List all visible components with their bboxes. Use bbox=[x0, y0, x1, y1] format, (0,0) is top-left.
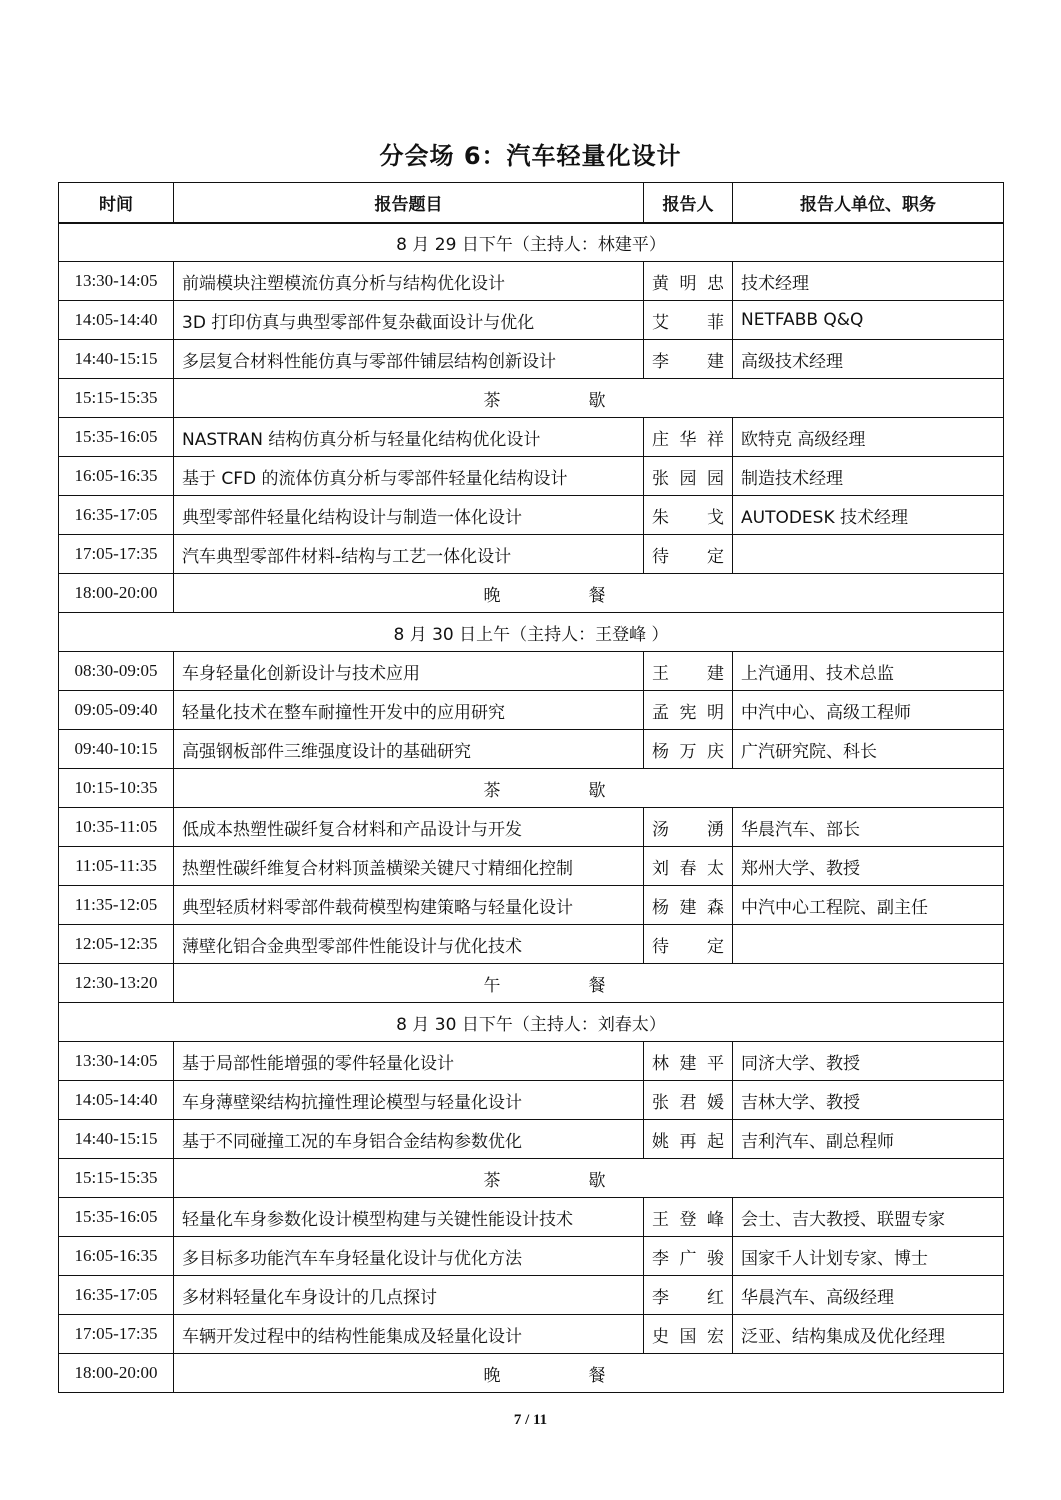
time-cell: 18:00-20:00 bbox=[59, 1354, 174, 1393]
speaker-cell: 林建平 bbox=[644, 1042, 733, 1081]
break-label: 茶歇 bbox=[174, 379, 1004, 418]
unit-cell: 上汽通用、技术总监 bbox=[733, 652, 1004, 691]
topic-cell: 基于不同碰撞工况的车身铝合金结构参数优化 bbox=[174, 1120, 644, 1159]
topic-cell: NASTRAN 结构仿真分析与轻量化结构优化设计 bbox=[174, 418, 644, 457]
speaker-cell: 庄华祥 bbox=[644, 418, 733, 457]
table-row bbox=[59, 1042, 1004, 1081]
break-row bbox=[59, 1159, 1004, 1198]
unit-cell: 广汽研究院、科长 bbox=[733, 730, 1004, 769]
speaker-cell: 王登峰 bbox=[644, 1198, 733, 1237]
table-row bbox=[59, 1198, 1004, 1237]
break-row bbox=[59, 769, 1004, 808]
unit-cell: AUTODESK 技术经理 bbox=[733, 496, 1004, 535]
session-header-row bbox=[59, 223, 1004, 262]
session-header-row bbox=[59, 1003, 1004, 1042]
time-cell: 10:15-10:35 bbox=[59, 769, 174, 808]
table-row bbox=[59, 301, 1004, 340]
time-cell: 16:05-16:35 bbox=[59, 457, 174, 496]
time-cell: 18:00-20:00 bbox=[59, 574, 174, 613]
time-cell: 13:30-14:05 bbox=[59, 262, 174, 301]
speaker-cell: 李广骏 bbox=[644, 1237, 733, 1276]
table-row bbox=[59, 457, 1004, 496]
table-row bbox=[59, 652, 1004, 691]
topic-cell: 前端模块注塑模流仿真分析与结构优化设计 bbox=[174, 262, 644, 301]
table-row bbox=[59, 925, 1004, 964]
unit-cell: 会士、吉大教授、联盟专家 bbox=[733, 1198, 1004, 1237]
speaker-cell: 史国宏 bbox=[644, 1315, 733, 1354]
time-cell: 14:05-14:40 bbox=[59, 301, 174, 340]
time-cell: 11:05-11:35 bbox=[59, 847, 174, 886]
break-label: 茶歇 bbox=[174, 769, 1004, 808]
unit-cell: 华晨汽车、部长 bbox=[733, 808, 1004, 847]
unit-cell: 吉林大学、教授 bbox=[733, 1081, 1004, 1120]
speaker-cell: 汤 湧 bbox=[644, 808, 733, 847]
unit-cell: 国家千人计划专家、博士 bbox=[733, 1237, 1004, 1276]
time-cell: 17:05-17:35 bbox=[59, 1315, 174, 1354]
time-cell: 17:05-17:35 bbox=[59, 535, 174, 574]
time-cell: 15:15-15:35 bbox=[59, 379, 174, 418]
unit-cell: 欧特克 高级经理 bbox=[733, 418, 1004, 457]
schedule-body bbox=[59, 223, 1004, 1393]
unit-cell: 制造技术经理 bbox=[733, 457, 1004, 496]
session-label: 8 月 30 日上午（主持人：王登峰 ） bbox=[59, 613, 1004, 652]
time-cell: 09:05-09:40 bbox=[59, 691, 174, 730]
table-row bbox=[59, 1120, 1004, 1159]
unit-cell bbox=[733, 925, 1004, 964]
speaker-cell: 杨建森 bbox=[644, 886, 733, 925]
header-unit: 报告人单位、职务 bbox=[733, 183, 1004, 223]
time-cell: 12:30-13:20 bbox=[59, 964, 174, 1003]
table-header-row bbox=[59, 183, 1004, 223]
speaker-cell: 张园园 bbox=[644, 457, 733, 496]
break-label: 茶歇 bbox=[174, 1159, 1004, 1198]
table-row bbox=[59, 262, 1004, 301]
time-cell: 12:05-12:35 bbox=[59, 925, 174, 964]
header-topic: 报告题目 bbox=[174, 183, 644, 223]
unit-cell: 华晨汽车、高级经理 bbox=[733, 1276, 1004, 1315]
speaker-cell: 张君媛 bbox=[644, 1081, 733, 1120]
time-cell: 13:30-14:05 bbox=[59, 1042, 174, 1081]
speaker-cell: 朱 戈 bbox=[644, 496, 733, 535]
table-row bbox=[59, 340, 1004, 379]
time-cell: 09:40-10:15 bbox=[59, 730, 174, 769]
table-row bbox=[59, 1237, 1004, 1276]
header-speaker: 报告人 bbox=[644, 183, 733, 223]
table-row bbox=[59, 1081, 1004, 1120]
speaker-cell: 刘春太 bbox=[644, 847, 733, 886]
speaker-cell: 黄明忠 bbox=[644, 262, 733, 301]
topic-cell: 低成本热塑性碳纤复合材料和产品设计与开发 bbox=[174, 808, 644, 847]
time-cell: 16:05-16:35 bbox=[59, 1237, 174, 1276]
speaker-cell: 孟宪明 bbox=[644, 691, 733, 730]
time-cell: 11:35-12:05 bbox=[59, 886, 174, 925]
table-row bbox=[59, 808, 1004, 847]
table-row bbox=[59, 886, 1004, 925]
unit-cell: 中汽中心工程院、副主任 bbox=[733, 886, 1004, 925]
page-title: 分会场 6：汽车轻量化设计 bbox=[379, 142, 682, 170]
topic-cell: 车辆开发过程中的结构性能集成及轻量化设计 bbox=[174, 1315, 644, 1354]
topic-cell: 薄壁化铝合金典型零部件性能设计与优化技术 bbox=[174, 925, 644, 964]
unit-cell: 吉利汽车、副总程师 bbox=[733, 1120, 1004, 1159]
unit-cell: 技术经理 bbox=[733, 262, 1004, 301]
unit-cell: NETFABB Q&Q bbox=[733, 301, 1004, 340]
speaker-cell: 李 建 bbox=[644, 340, 733, 379]
time-cell: 08:30-09:05 bbox=[59, 652, 174, 691]
unit-cell: 泛亚、结构集成及优化经理 bbox=[733, 1315, 1004, 1354]
break-row bbox=[59, 574, 1004, 613]
time-cell: 10:35-11:05 bbox=[59, 808, 174, 847]
table-row bbox=[59, 847, 1004, 886]
topic-cell: 车身薄壁梁结构抗撞性理论模型与轻量化设计 bbox=[174, 1081, 644, 1120]
topic-cell: 轻量化技术在整车耐撞性开发中的应用研究 bbox=[174, 691, 644, 730]
topic-cell: 高强钢板部件三维强度设计的基础研究 bbox=[174, 730, 644, 769]
speaker-cell: 李 红 bbox=[644, 1276, 733, 1315]
session-label: 8 月 30 日下午（主持人：刘春太） bbox=[59, 1003, 1004, 1042]
unit-cell: 同济大学、教授 bbox=[733, 1042, 1004, 1081]
speaker-cell: 姚再起 bbox=[644, 1120, 733, 1159]
topic-cell: 热塑性碳纤维复合材料顶盖横梁关键尺寸精细化控制 bbox=[174, 847, 644, 886]
unit-cell bbox=[733, 535, 1004, 574]
session-label: 8 月 29 日下午（主持人：林建平） bbox=[59, 223, 1004, 262]
topic-cell: 典型轻质材料零部件载荷模型构建策略与轻量化设计 bbox=[174, 886, 644, 925]
time-cell: 14:05-14:40 bbox=[59, 1081, 174, 1120]
table-row bbox=[59, 418, 1004, 457]
topic-cell: 典型零部件轻量化结构设计与制造一体化设计 bbox=[174, 496, 644, 535]
speaker-cell: 杨万庆 bbox=[644, 730, 733, 769]
table-row bbox=[59, 691, 1004, 730]
break-row bbox=[59, 379, 1004, 418]
topic-cell: 汽车典型零部件材料-结构与工艺一体化设计 bbox=[174, 535, 644, 574]
topic-cell: 多目标多功能汽车车身轻量化设计与优化方法 bbox=[174, 1237, 644, 1276]
unit-cell: 中汽中心、高级工程师 bbox=[733, 691, 1004, 730]
table-row bbox=[59, 1276, 1004, 1315]
topic-cell: 基于局部性能增强的零件轻量化设计 bbox=[174, 1042, 644, 1081]
time-cell: 16:35-17:05 bbox=[59, 496, 174, 535]
break-label: 晚餐 bbox=[174, 574, 1004, 613]
page-number: 7 / 11 bbox=[513, 1412, 548, 1428]
speaker-cell: 待 定 bbox=[644, 925, 733, 964]
schedule-table bbox=[58, 182, 1004, 1393]
topic-cell: 多材料轻量化车身设计的几点探讨 bbox=[174, 1276, 644, 1315]
unit-cell: 高级技术经理 bbox=[733, 340, 1004, 379]
time-cell: 15:35-16:05 bbox=[59, 418, 174, 457]
topic-cell: 多层复合材料性能仿真与零部件铺层结构创新设计 bbox=[174, 340, 644, 379]
table-row bbox=[59, 535, 1004, 574]
speaker-cell: 艾 菲 bbox=[644, 301, 733, 340]
session-header-row bbox=[59, 613, 1004, 652]
topic-cell: 3D 打印仿真与典型零部件复杂截面设计与优化 bbox=[174, 301, 644, 340]
speaker-cell: 王 建 bbox=[644, 652, 733, 691]
table-row bbox=[59, 1315, 1004, 1354]
topic-cell: 基于 CFD 的流体仿真分析与零部件轻量化结构设计 bbox=[174, 457, 644, 496]
header-time: 时间 bbox=[59, 183, 174, 223]
topic-cell: 轻量化车身参数化设计模型构建与关键性能设计技术 bbox=[174, 1198, 644, 1237]
time-cell: 15:35-16:05 bbox=[59, 1198, 174, 1237]
time-cell: 15:15-15:35 bbox=[59, 1159, 174, 1198]
topic-cell: 车身轻量化创新设计与技术应用 bbox=[174, 652, 644, 691]
table-row bbox=[59, 730, 1004, 769]
break-label: 晚餐 bbox=[174, 1354, 1004, 1393]
unit-cell: 郑州大学、教授 bbox=[733, 847, 1004, 886]
table-row bbox=[59, 496, 1004, 535]
time-cell: 14:40-15:15 bbox=[59, 340, 174, 379]
break-row bbox=[59, 1354, 1004, 1393]
break-label: 午餐 bbox=[174, 964, 1004, 1003]
speaker-cell: 待 定 bbox=[644, 535, 733, 574]
break-row bbox=[59, 964, 1004, 1003]
time-cell: 14:40-15:15 bbox=[59, 1120, 174, 1159]
time-cell: 16:35-17:05 bbox=[59, 1276, 174, 1315]
